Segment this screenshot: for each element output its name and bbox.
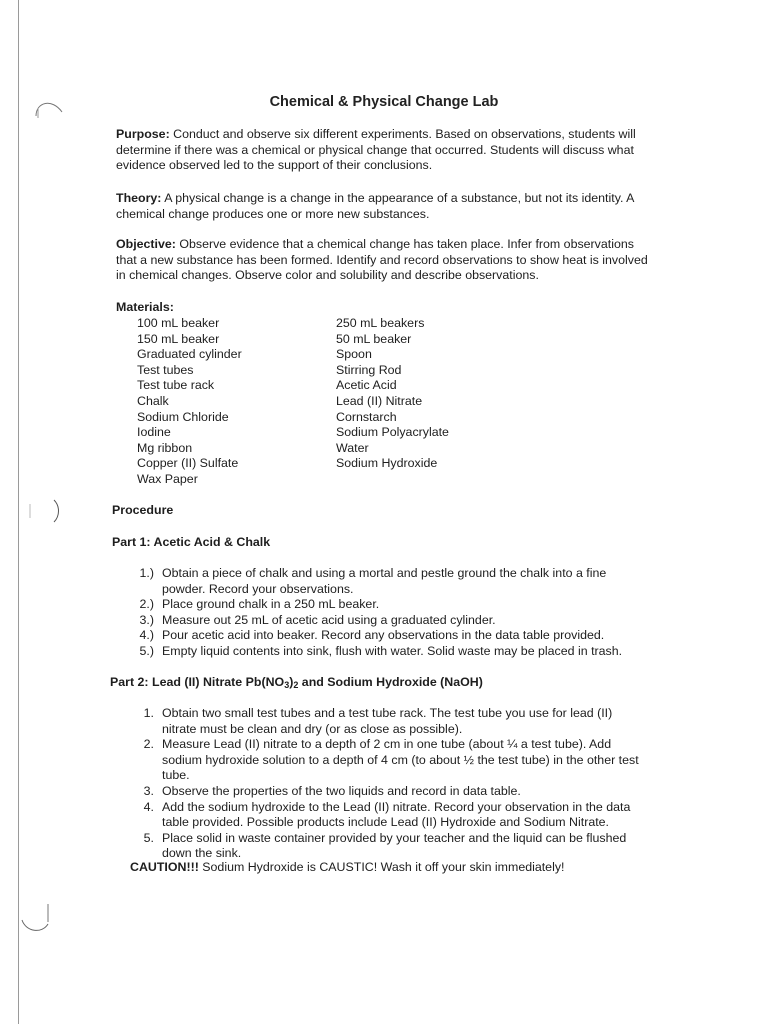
step-text: Pour acetic acid into beaker. Record any observations in the data table provided. [162, 628, 605, 643]
theory-paragraph [116, 191, 656, 222]
caution-text: Sodium Hydroxide is CAUSTIC! Wash it off your skin immediately! [198, 860, 565, 874]
part2-heading-sub: 2 [293, 680, 299, 690]
material-item: Wax Paper [137, 471, 198, 486]
material-item: Cornstarch [336, 409, 397, 424]
step-number: 3.) [139, 612, 154, 627]
page-margin-line [18, 0, 19, 1024]
list-item [130, 644, 650, 660]
theory-text: A physical change is a change in the appearance of a substance, but not its identity. A chemical change produces one or more new substances. [116, 191, 634, 221]
step-text: Obtain two small test tubes and a test tube rack. The test tube you use for lead (II) nitrate must be clean and dry (or as close as possible). [162, 706, 613, 736]
list-item [130, 566, 650, 597]
theory-label: Theory: [116, 191, 162, 205]
step-text: Obtain a piece of chalk and using a mortal and pestle ground the chalk into a fine powder. Record your observations. [162, 566, 607, 596]
material-item: Test tube rack [137, 378, 215, 393]
material-item: Copper (II) Sulfate [137, 456, 239, 471]
material-item: 50 mL beaker [336, 331, 412, 346]
material-item: Acetic Acid [336, 378, 397, 393]
list-item [130, 737, 650, 784]
list-item [130, 800, 650, 831]
materials-list-right [336, 316, 449, 472]
list-item [130, 628, 650, 644]
material-item: Stirring Rod [336, 362, 402, 377]
part1-steps [130, 566, 650, 660]
materials-heading: Materials: [116, 300, 174, 314]
material-item: Test tubes [137, 362, 194, 377]
caution-note [130, 860, 564, 874]
step-number: 4.) [139, 628, 154, 643]
step-text: Measure Lead (II) nitrate to a depth of 2 cm in one tube (about ¼ a test tube). Add sodium hydroxide solution to a depth of 4 cm (to about ½ the test tube) in the other test tube. [162, 737, 639, 783]
material-item: Sodium Chloride [137, 409, 229, 424]
step-number: 1. [143, 706, 154, 720]
objective-paragraph [116, 237, 656, 284]
binder-hole-mark-middle [24, 496, 64, 526]
purpose-paragraph [116, 127, 656, 174]
step-number: 1.) [139, 566, 154, 580]
step-number: 4. [143, 799, 154, 814]
part2-heading-text: and Sodium Hydroxide (NaOH) [298, 675, 483, 689]
material-item: Spoon [336, 347, 372, 362]
list-item [130, 613, 650, 629]
material-item: Sodium Hydroxide [336, 456, 438, 471]
step-text: Empty liquid contents into sink, flush with water. Solid waste may be placed in trash. [162, 643, 623, 658]
part2-heading [110, 675, 483, 690]
part1-heading: Part 1: Acetic Acid & Chalk [112, 535, 271, 549]
list-item [130, 597, 650, 613]
material-item: 150 mL beaker [137, 331, 220, 346]
caution-label: CAUTION!!! [130, 860, 199, 874]
step-number: 3. [143, 783, 154, 798]
part2-heading-sub: 3 [284, 680, 290, 690]
procedure-heading: Procedure [112, 503, 174, 517]
step-number: 2.) [139, 597, 154, 612]
step-number: 5.) [139, 643, 154, 658]
binder-hole-mark-bottom [20, 900, 60, 936]
material-item: 250 mL beakers [336, 316, 425, 330]
part2-heading-text: ) [289, 675, 294, 689]
objective-text: Observe evidence that a chemical change has taken place. Infer from observations that a new substance has been formed. Identify and record observations to show heat is involved in chemical changes. Observe color and solubility and describe observations. [116, 237, 648, 282]
material-item: 100 mL beaker [137, 316, 220, 330]
purpose-text: Conduct and observe six different experiments. Based on observations, students will determine if there was a chemical or physical change that occurred. Students will discuss what evidence observed led to the support of their conclusions. [116, 127, 636, 172]
material-item: Water [336, 440, 369, 455]
step-text: Place solid in waste container provided by your teacher and the liquid can be flushed down the sink. [162, 830, 627, 861]
part2-steps [130, 706, 650, 862]
objective-label: Objective: [116, 237, 176, 251]
step-text: Add the sodium hydroxide to the Lead (II) nitrate. Record your observation in the data table provided. Possible products include Lead (II) Hydroxide and Sodium Nitrate. [162, 799, 631, 830]
purpose-label: Purpose: [116, 127, 170, 141]
part2-heading-text: Part 2: Lead (II) Nitrate Pb(NO [110, 675, 285, 689]
material-item: Chalk [137, 393, 169, 408]
step-text: Observe the properties of the two liquids and record in data table. [162, 783, 521, 798]
materials-list-left [137, 316, 242, 488]
list-item [130, 784, 650, 800]
step-text: Measure out 25 mL of acetic acid using a graduated cylinder. [162, 612, 496, 627]
step-number: 2. [143, 737, 154, 752]
list-item [130, 831, 650, 862]
page-title: Chemical & Physical Change Lab [269, 94, 499, 110]
material-item: Graduated cylinder [137, 347, 242, 362]
material-item: Lead (II) Nitrate [336, 393, 423, 408]
material-item: Iodine [137, 425, 171, 440]
list-item [130, 706, 650, 737]
step-number: 5. [143, 830, 154, 845]
material-item: Sodium Polyacrylate [336, 425, 449, 440]
material-item: Mg ribbon [137, 440, 193, 455]
step-text: Place ground chalk in a 250 mL beaker. [162, 597, 380, 612]
